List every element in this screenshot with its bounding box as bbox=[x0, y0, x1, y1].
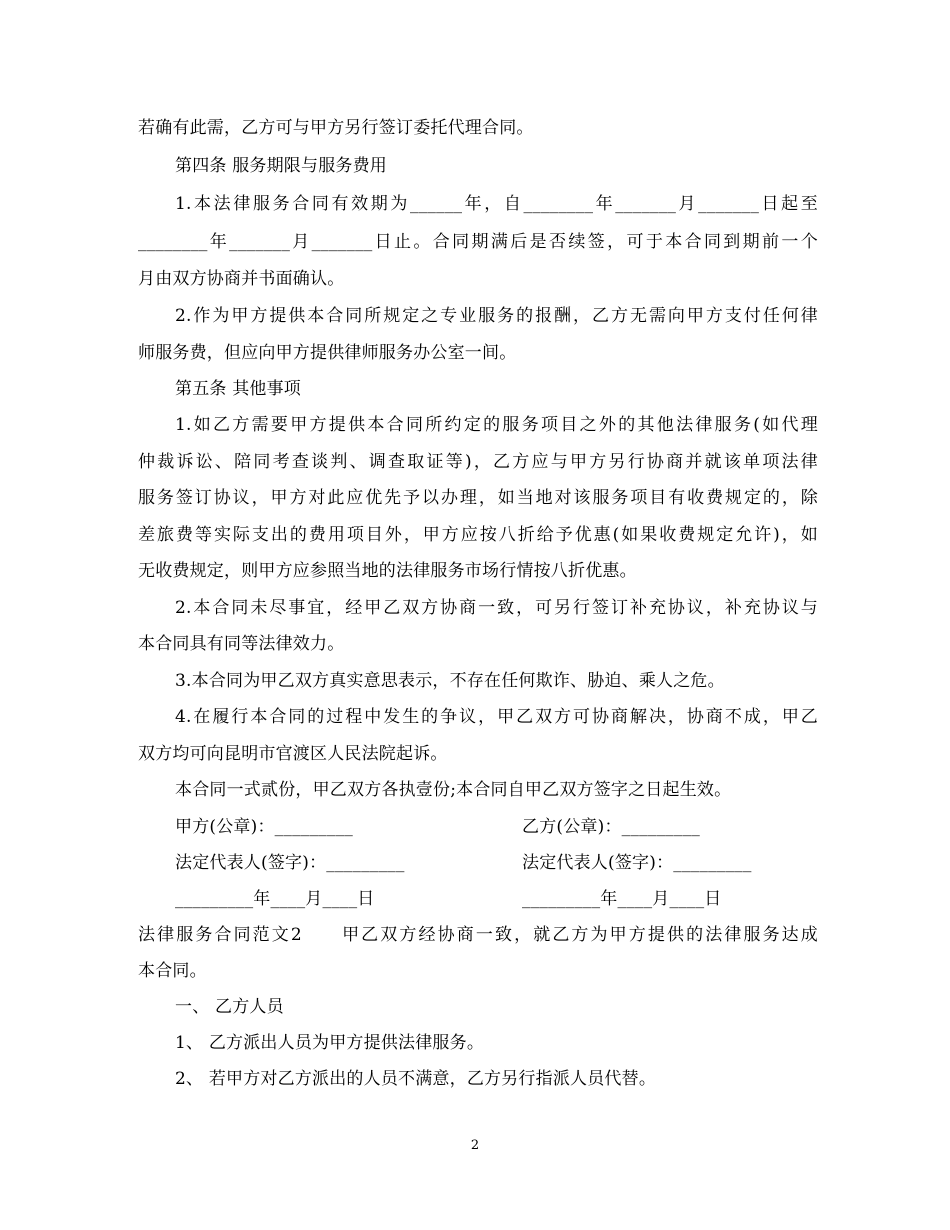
party-a-seal: 甲方(公章)：_________ bbox=[175, 817, 353, 837]
paragraph-line: 1.如乙方需要甲方提供本合同所约定的服务项目之外的其他法律服务(如代理 bbox=[175, 415, 818, 435]
page-number: 2 bbox=[470, 1138, 480, 1153]
paragraph-line: 月由双方协商并书面确认。 bbox=[138, 269, 345, 289]
paragraph-line: 服务签订协议，甲方对此应优先予以办理，如当地对该服务项目有收费规定的，除 bbox=[138, 488, 818, 508]
paragraph-line: 双方均可向昆明市官渡区人民法院起诉。 bbox=[138, 744, 448, 764]
paragraph-line: 本合同。 bbox=[138, 961, 207, 981]
section-heading: 第五条 其他事项 bbox=[175, 379, 302, 399]
paragraph-line: 3.本合同为甲乙双方真实意思表示，不存在任何欺诈、胁迫、乘人之危。 bbox=[175, 671, 725, 691]
party-b-date: _________年____月____日 bbox=[522, 889, 722, 909]
party-a-representative: 法定代表人(签字)：_________ bbox=[175, 853, 405, 873]
section-heading: 第四条 服务期限与服务费用 bbox=[175, 156, 388, 176]
paragraph-line: ________年_______月_______日止。合同期满后是否续签，可于本合同到期前一个 bbox=[138, 232, 818, 252]
paragraph-line: 本合同具有同等法律效力。 bbox=[138, 634, 345, 654]
paragraph-line: 仲裁诉讼、陪同考查谈判、调查取证等)，乙方应与甲方另行协商并就该单项法律 bbox=[138, 452, 818, 472]
paragraph-line: 差旅费等实际支出的费用项目外，甲方应按八折给予优惠(如果收费规定允许)，如 bbox=[138, 525, 818, 545]
party-a-date: _________年____月____日 bbox=[175, 889, 375, 909]
paragraph-line: 无收费规定，则甲方应参照当地的法律服务市场行情按八折优惠。 bbox=[138, 561, 637, 581]
party-b-seal: 乙方(公章)：_________ bbox=[522, 817, 700, 837]
section-heading: 一、 乙方人员 bbox=[175, 997, 284, 1017]
paragraph-line: 若确有此需，乙方可与甲方另行签订委托代理合同。 bbox=[138, 118, 534, 138]
paragraph-line: 4.在履行本合同的过程中发生的争议，甲乙双方可协商解决，协商不成，甲乙 bbox=[175, 707, 818, 727]
document-heading: 法律服务合同范文2 甲乙双方经协商一致，就乙方为甲方提供的法律服务达成 bbox=[138, 925, 818, 945]
paragraph-line: 本合同一式贰份，甲乙双方各执壹份;本合同自甲乙双方签字之日起生效。 bbox=[175, 780, 732, 800]
paragraph-line: 2、 若甲方对乙方派出的人员不满意，乙方另行指派人员代替。 bbox=[175, 1069, 657, 1089]
paragraph-line: 1.本法律服务合同有效期为______年，自________年_______月_______日起至 bbox=[175, 194, 818, 214]
party-b-representative: 法定代表人(签字)：_________ bbox=[522, 853, 752, 873]
paragraph-line: 1、 乙方派出人员为甲方提供法律服务。 bbox=[175, 1033, 485, 1053]
paragraph-line: 2.作为甲方提供本合同所规定之专业服务的报酬，乙方无需向甲方支付任何律 bbox=[175, 306, 818, 326]
paragraph-line: 2.本合同未尽事宜，经甲乙双方协商一致，可另行签订补充协议，补充协议与 bbox=[175, 598, 818, 618]
paragraph-line: 师服务费，但应向甲方提供律师服务办公室一间。 bbox=[138, 343, 517, 363]
